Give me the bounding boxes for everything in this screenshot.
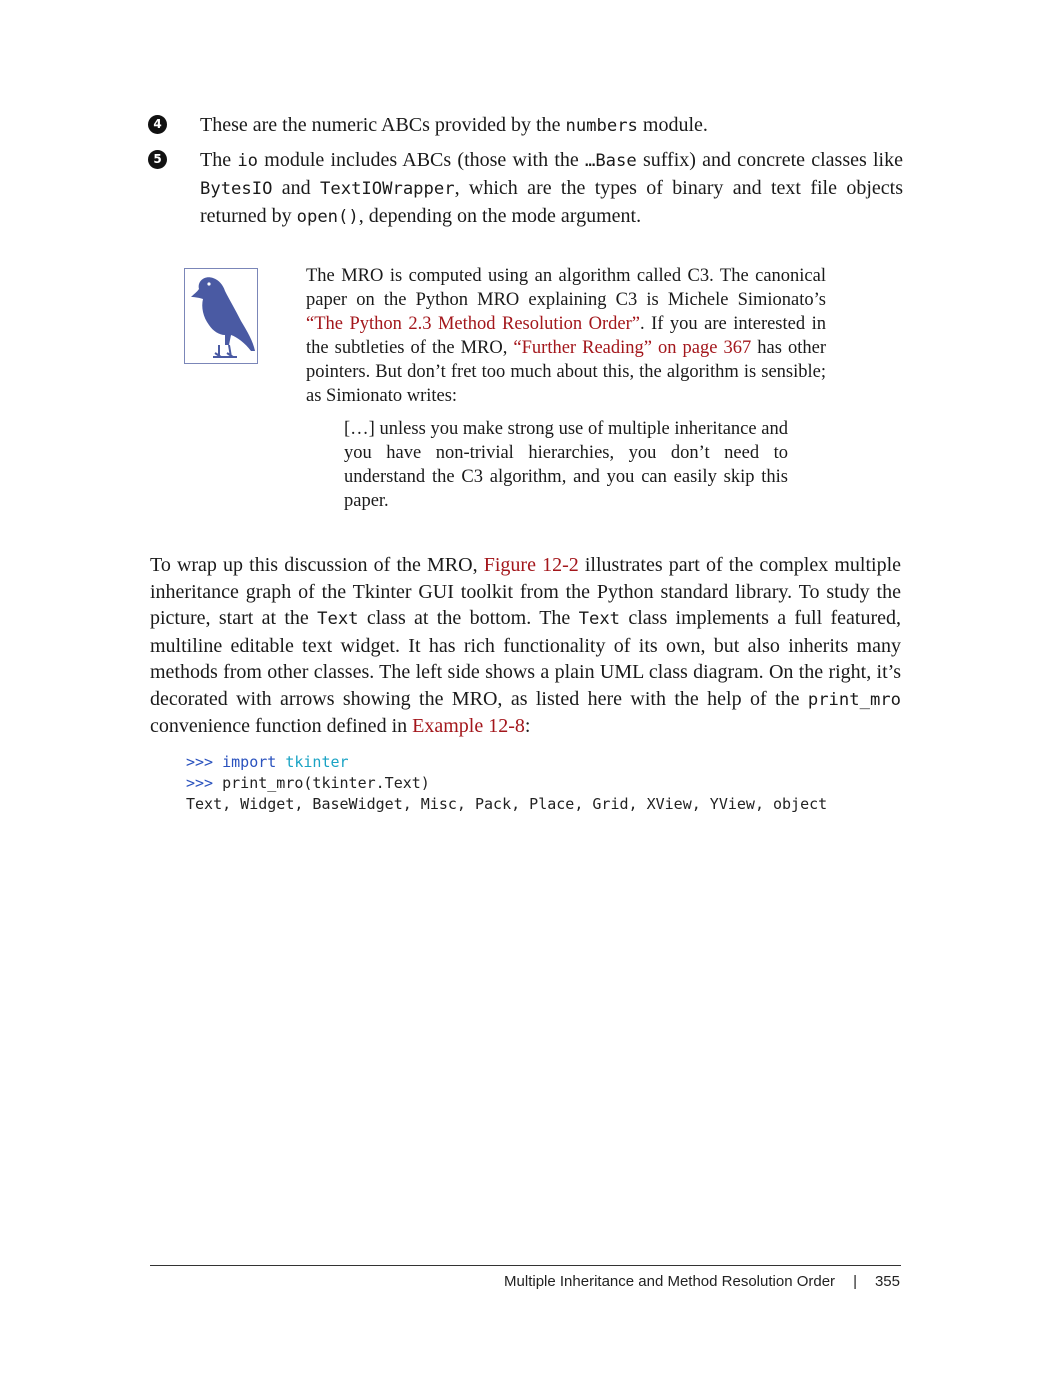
tip-text: The MRO is computed using an algorithm called C3. The canonical paper on the Python MRO explaining C3 is Michele Simionato’s “The Python 2.3 Method Resolution Order”. If you are interested in the subtleties of the MRO, “Further Reading” on page 367 has other pointers. But don’t fret too much about this, the algorithm is sensible; as Simionato writes: (306, 266, 826, 406)
page-footer: Multiple Inheritance and Method Resolution Order | 355 (504, 1273, 900, 1290)
callout-text: These are the numeric ABCs provided by the numbers module. (200, 114, 708, 136)
callout-text: The io module includes ABCs (those with the …Base suffix) and concrete classes like BytesIO and TextIOWrapper, which are the types of binary and text file objects returned by open(), depending on the mode argument. (200, 149, 903, 227)
callout-number: 5 (148, 150, 167, 169)
callout-number: 4 (148, 115, 167, 134)
tip-quote: […] unless you make strong use of multiple inheritance and you have non-trivial hierarchies, you don’t need to understand the C3 algorithm, and you can easily skip this paper. (344, 419, 788, 511)
callout-4 (148, 112, 903, 140)
callout-5 (148, 147, 903, 231)
page-number: 355 (874, 1273, 900, 1290)
body-paragraph: To wrap up this discussion of the MRO, Figure 12-2 illustrates part of the complex multiple inheritance graph of the Tkinter GUI toolkit from the Python standard library. To study the picture, start at the Text class at the bottom. The Text class implements a full featured, multiline editable text widget. It has rich functionality of its own, but also inherits many methods from other classes. The left side shows a plain UML class diagram. On the right, it’s decorated with arrows showing the MRO, as listed here with the help of the print_mro convenience function defined in Example 12-8: (150, 554, 902, 737)
link-mro-paper[interactable]: “The Python 2.3 Method Resolution Order” (306, 314, 640, 334)
crow-icon (184, 268, 258, 364)
link-example-12-8[interactable]: Example 12-8 (412, 715, 525, 737)
footer-divider (150, 1265, 901, 1266)
code-block: >>> import tkinter >>> print_mro(tkinter.Text) Text, Widget, BaseWidget, Misc, Pack, Place, Grid, XView, YView, object (186, 753, 828, 813)
footer-section-title: Multiple Inheritance and Method Resolution Order (504, 1273, 836, 1290)
link-further-reading[interactable]: “Further Reading” on page 367 (513, 338, 752, 358)
code-output: Text, Widget, BaseWidget, Misc, Pack, Place, Grid, XView, YView, object (186, 795, 828, 813)
link-figure-12-2[interactable]: Figure 12-2 (483, 554, 579, 576)
